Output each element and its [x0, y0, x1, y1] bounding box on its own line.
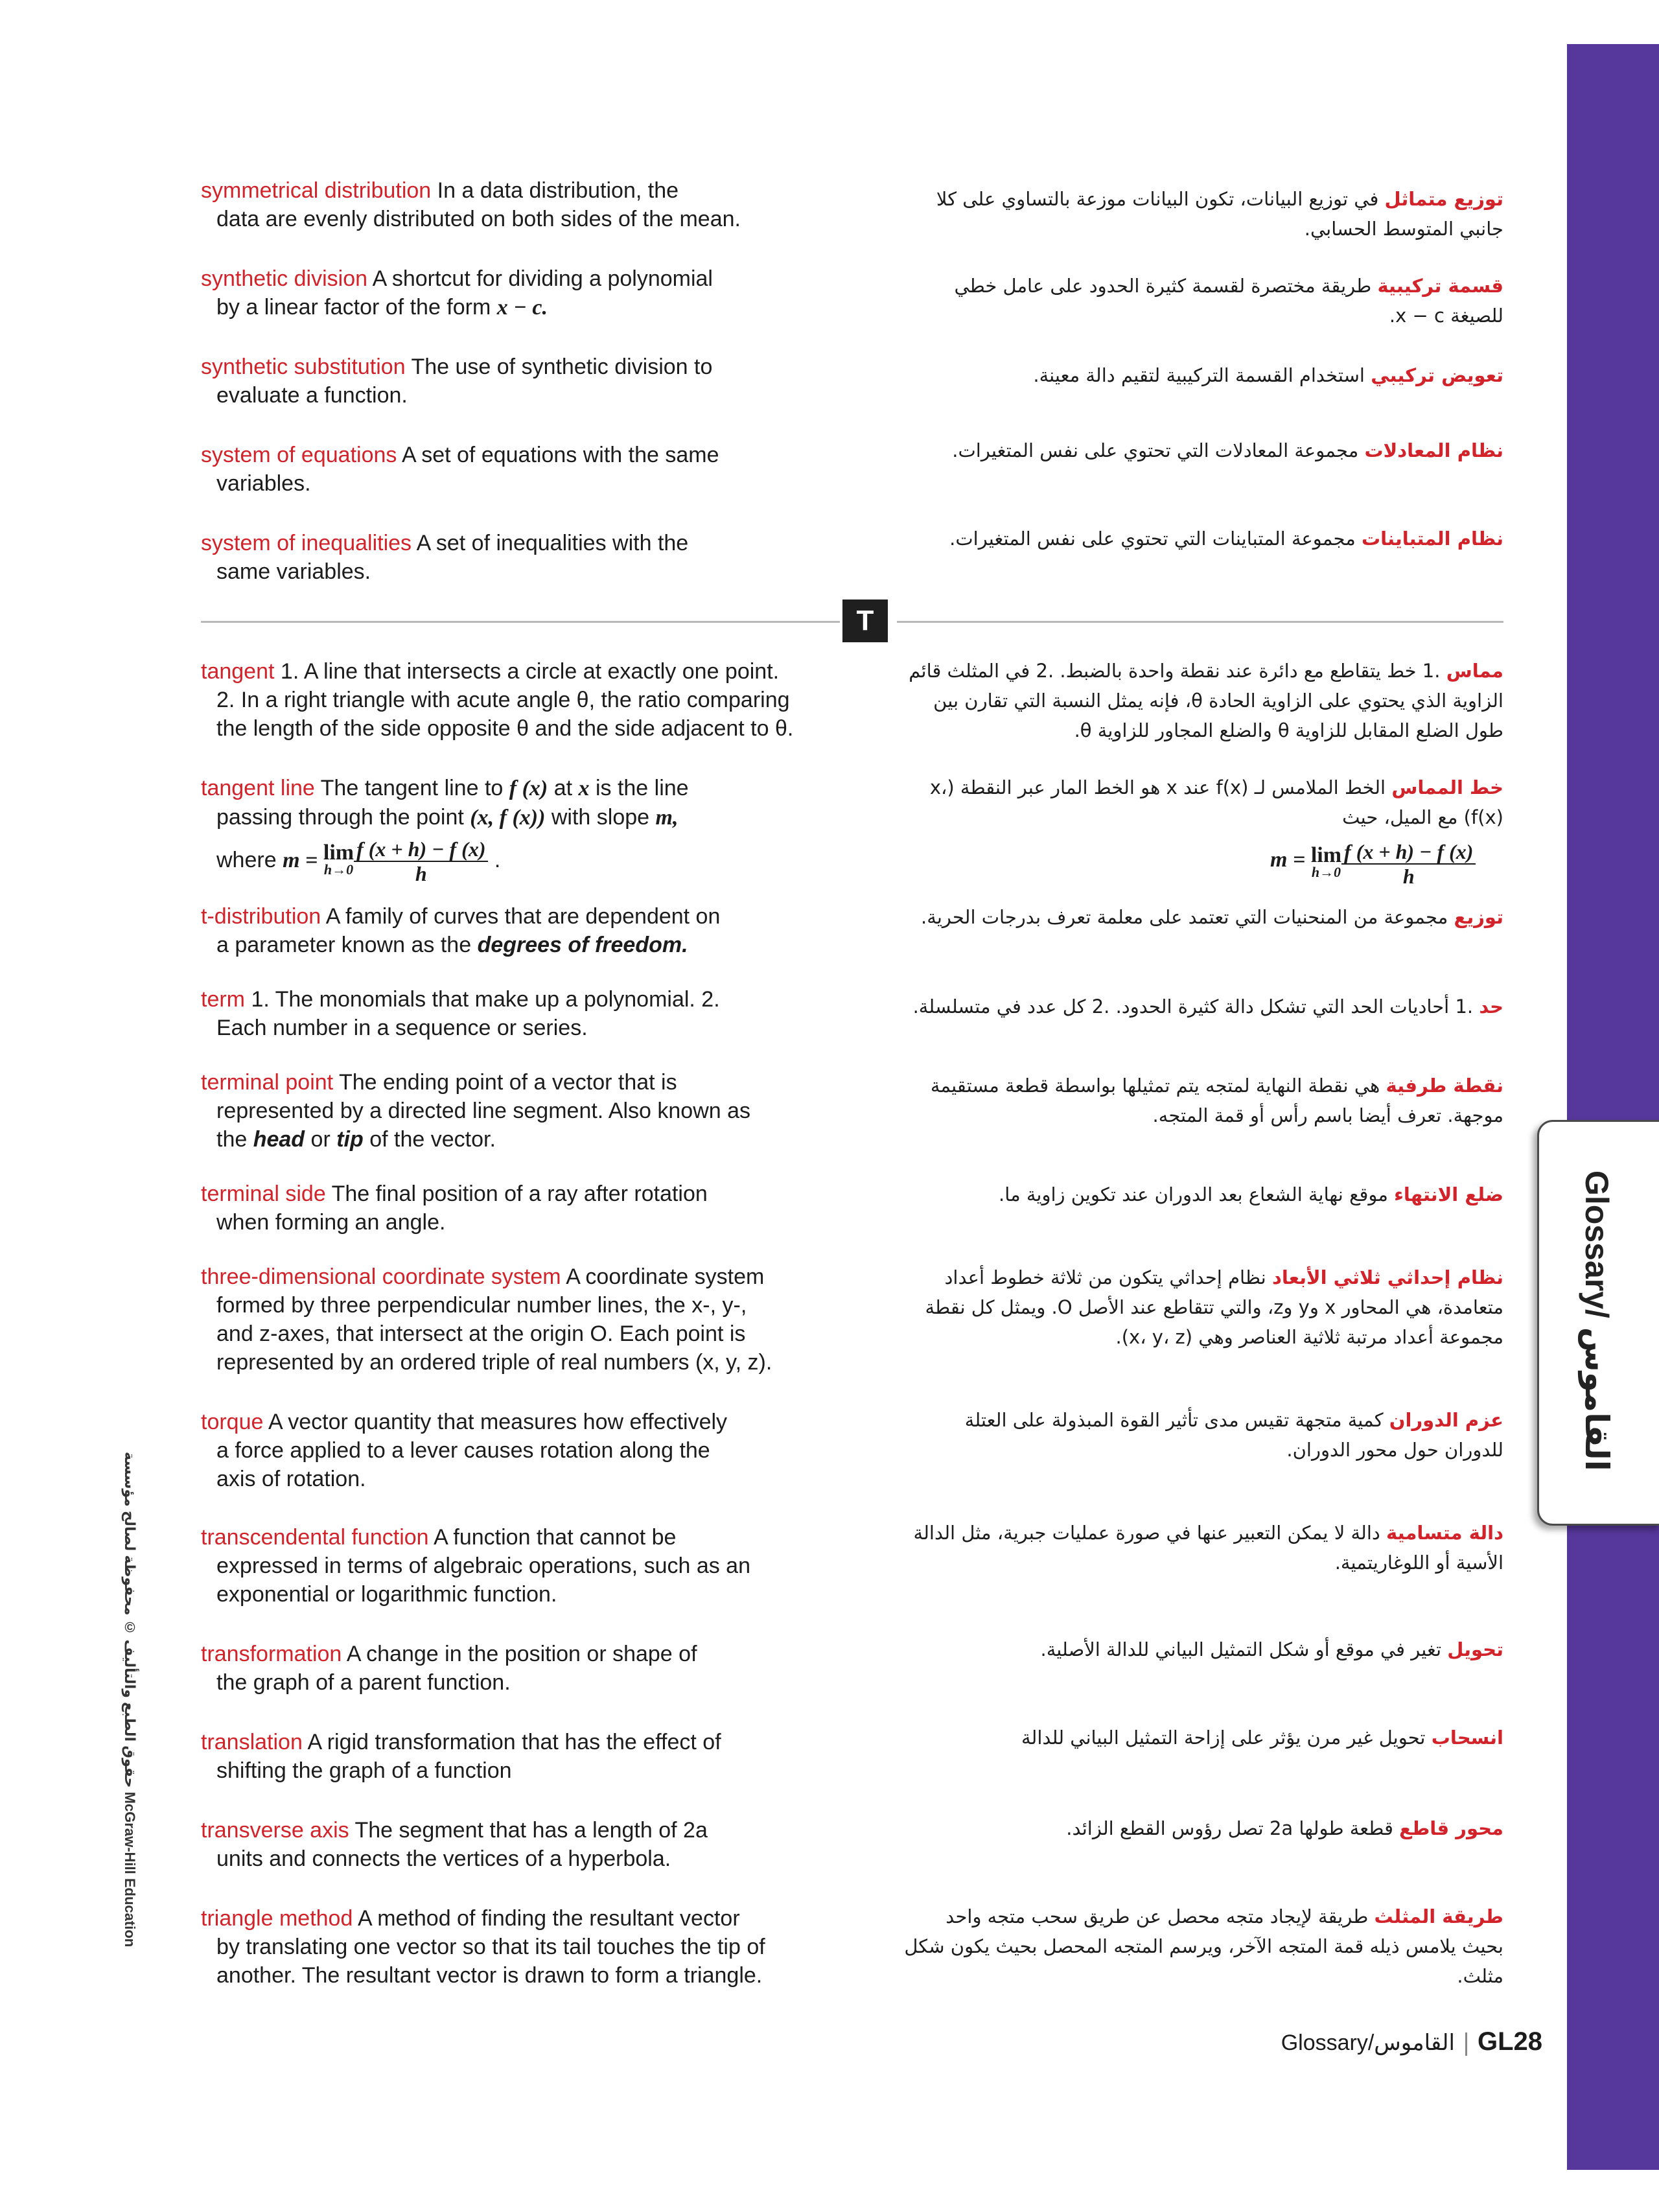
entry-term-en	[201, 985, 830, 1042]
section-divider-left	[201, 621, 840, 623]
term-en: synthetic division	[201, 266, 368, 291]
entry-terminal-side-ar	[901, 1180, 1503, 1209]
difference-quotient	[1341, 840, 1476, 888]
definition-en: The tangent line to	[320, 776, 504, 800]
limit-subscript: h→0	[1311, 864, 1341, 880]
emphasized-term: degrees of freedom.	[477, 933, 688, 957]
entry-terminal-point-ar	[901, 1071, 1503, 1130]
definition-ar: مجموعة من المنحنيات التي تعتمد على معلمة تعرف بدرجات الحرية.	[921, 906, 1448, 928]
term-ar: خط المماس	[1391, 776, 1503, 798]
entry-symmetrical-distribution-en	[201, 176, 830, 233]
term-en: torque	[201, 1410, 264, 1434]
definition-en: A method of finding the resultant vector	[357, 1906, 740, 1931]
side-tab-label: Glossary/ القاموس	[1579, 1170, 1615, 1471]
definition-ar: هي نقطة النهاية لمتجه يتم تمثيلها بواسطة قطعة مستقيمة موجهة. تعرف أيضا باسم رأس أو قمة المتجه.	[930, 1075, 1503, 1126]
term-ar: عزم الدوران	[1389, 1409, 1503, 1431]
math-expression: m,	[655, 806, 679, 830]
side-color-band	[1567, 44, 1659, 2170]
entry-transverse-axis-ar	[901, 1813, 1503, 1843]
term-en: system of equations	[201, 443, 397, 467]
entry-translation-en	[201, 1728, 830, 1785]
definition-en-cont: represented by an ordered triple of real numbers (x, y, z).	[216, 1350, 772, 1375]
entry-tangent-line-en	[201, 774, 830, 885]
definition-en-cont: a force applied to a lever causes rotation along the	[216, 1438, 710, 1463]
entry-triangle-method-en	[201, 1904, 830, 1990]
term-ar: تعويض تركيبي	[1371, 364, 1503, 386]
term-ar: تحويل	[1447, 1638, 1503, 1660]
math-expression: m =	[283, 848, 323, 872]
term-en: translation	[201, 1730, 303, 1754]
definition-en: The final position of a ray after rotation	[331, 1182, 708, 1206]
definition-ar: في توزيع البيانات، تكون البيانات موزعة بالتساوي على كلا جانبي المتوسط الحسابي.	[936, 188, 1503, 240]
limit-label: lim	[323, 841, 354, 865]
entry-tangent-en	[201, 657, 830, 743]
entry-synthetic-substitution-ar	[901, 360, 1503, 390]
where-label: where	[216, 847, 277, 872]
section-divider-right	[897, 621, 1503, 623]
definition-en-cont: exponential or logarithmic function.	[216, 1582, 557, 1607]
definition-ar: دالة لا يمكن التعبير عنها في صورة عمليات جبرية، مثل الدالة الأسية أو اللوغاريتمية.	[913, 1522, 1503, 1574]
side-tab-label-box	[1537, 1120, 1659, 1522]
fraction-denominator: h	[1402, 865, 1415, 888]
term-en: terminal point	[201, 1070, 334, 1095]
term-ar: نظام المتباينات	[1362, 528, 1503, 550]
definition-ar: تحويل غير مرن يؤثر على إزاحة التمثيل البياني للدالة	[1021, 1727, 1426, 1749]
definition-en-cont: expressed in terms of algebraic operations, such as an	[216, 1554, 751, 1578]
math-expression: x − c.	[496, 296, 548, 320]
term-en: term	[201, 987, 245, 1012]
term-ar: توزيع متماثل	[1384, 188, 1503, 210]
entry-transcendental-function-ar	[901, 1518, 1503, 1578]
term-en: transcendental function	[201, 1525, 429, 1550]
term-ar: دالة متسامية	[1386, 1522, 1503, 1544]
term-en: terminal side	[201, 1182, 326, 1206]
term-ar: نظام المعادلات	[1364, 439, 1503, 461]
emphasized-term: head	[253, 1127, 305, 1152]
definition-ar: مجموعة المعادلات التي تحتوي على نفس المتغيرات.	[952, 439, 1359, 461]
definition-en-cont: or	[310, 1127, 331, 1152]
definition-en-cont: the graph of a parent function.	[216, 1670, 511, 1695]
definition-en-cont: by a linear factor of the form	[216, 295, 491, 320]
definition-ar: كمية متجهة تقيس مدى تأثير القوة المبذولة على العتلة للدوران حول محور الدوران.	[964, 1409, 1503, 1461]
entry-system-of-inequalities-ar	[901, 524, 1503, 553]
term-ar: توزيع	[1454, 906, 1503, 928]
definition-en-cont: and z-axes, that intersect at the origin O. Each point is	[216, 1321, 746, 1346]
emphasized-term: tip	[336, 1127, 364, 1152]
entry-t-distribution-ar	[901, 902, 1503, 932]
definition-en: The use of synthetic division to	[411, 355, 713, 379]
entry-transformation-en	[201, 1640, 830, 1697]
entry-tangent-ar	[901, 656, 1503, 745]
term-en: three-dimensional coordinate system	[201, 1264, 561, 1289]
definition-en-cont: by translating one vector so that its tail touches the tip of	[216, 1935, 765, 1959]
entry-transverse-axis-en	[201, 1816, 830, 1873]
math-expression: m =	[1270, 848, 1311, 872]
definition-en-cont: when forming an angle.	[216, 1210, 446, 1235]
definition-en-cont: Each number in a sequence or series.	[216, 1016, 588, 1040]
definition-en-cont: the	[216, 1127, 248, 1152]
definition-ar: نظام إحداثي يتكون من ثلاثة خطوط أعداد متعامدة، هي المحاور x وy وz، والتي تتقاطع عند الأصل O. ويمثل كل نقطة مجموعة أعداد مرتبة ثلاثية العناصر وهي (x، y، z).	[925, 1266, 1503, 1348]
definition-en-cont: axis of rotation.	[216, 1467, 366, 1491]
term-ar: انسحاب	[1431, 1727, 1503, 1749]
definition-en: A set of equations with the same	[401, 443, 719, 467]
definition-en: A function that cannot be	[434, 1525, 677, 1550]
definition-en: is the line	[595, 776, 689, 800]
entry-system-of-equations-en	[201, 441, 830, 498]
entry-t-distribution-en	[201, 902, 830, 959]
definition-en-cont: same variables.	[216, 559, 371, 584]
entry-three-dimensional-coordinate-system-ar	[901, 1263, 1503, 1352]
definition-en-cont: units and connects the vertices of a hyperbola.	[216, 1846, 671, 1871]
definition-en: A family of curves that are dependent on	[325, 904, 721, 929]
term-en: synthetic substitution	[201, 355, 406, 379]
definition-en: A coordinate system	[566, 1264, 765, 1289]
definition-en-cont: variables.	[216, 471, 311, 496]
term-en: tangent	[201, 659, 275, 684]
definition-en-cont: data are evenly distributed on both sides of the mean.	[216, 207, 741, 231]
definition-en-cont: represented by a directed line segment. Also known as	[216, 1099, 751, 1123]
definition-ar: .1 خط يتقاطع مع دائرة عند نقطة واحدة بالضبط. .2 في المثلث قائم الزاوية الذي يحتوي على الزاوية الحادة θ، فإنه يمثل النسبة التي تقارن بين طول الضلع المقابل للزاوية θ والضلع المجاور للزاوية θ.	[909, 660, 1503, 741]
definition-ar: مجموعة المتباينات التي تحتوي على نفس المتغيرات.	[949, 528, 1356, 550]
fraction-numerator: f (x + h) − f (x)	[354, 837, 488, 862]
term-en: transformation	[201, 1642, 342, 1666]
math-expression: x	[578, 776, 590, 800]
definition-en: 1. A line that intersects a circle at exactly one point.	[280, 659, 780, 684]
definition-en-cont: formed by three perpendicular number lines, the x-, y-,	[216, 1293, 747, 1318]
limit-subscript: h→0	[323, 861, 354, 878]
page-footer	[1231, 2022, 1542, 2061]
definition-en: 1. The monomials that make up a polynomial. 2.	[251, 987, 720, 1012]
definition-en-cont: another. The resultant vector is drawn to form a triangle.	[216, 1963, 763, 1988]
entry-triangle-method-ar	[901, 1902, 1503, 1991]
definition-en-cont: 2. In a right triangle with acute angle θ, the ratio comparing	[216, 688, 790, 712]
term-en: tangent line	[201, 776, 315, 800]
entry-torque-en	[201, 1408, 830, 1493]
difference-quotient	[354, 837, 488, 885]
page-number: GL28	[1477, 2027, 1542, 2056]
math-expression: f (x)	[509, 776, 548, 800]
period: .	[494, 847, 501, 872]
definition-ar: تغير في موقع أو شكل التمثيل البياني للدالة الأصلية.	[1040, 1638, 1442, 1660]
definition-en: The segment that has a length of 2a	[354, 1818, 708, 1843]
fraction-denominator: h	[415, 862, 427, 885]
entry-transformation-ar	[901, 1635, 1503, 1664]
term-en: t-distribution	[201, 904, 321, 929]
definition-en-cont: shifting the graph of a function	[216, 1758, 512, 1783]
fraction-numerator: f (x + h) − f (x)	[1341, 840, 1476, 865]
term-ar: قسمة تركيبية	[1377, 275, 1503, 297]
definition-ar: طريقة لإيجاد متجه محصل عن طريق سحب متجه واحد بحيث يلامس ذيله قمة المتجه الآخر، ويرسم المتجه المحصل بحيث يكون شكل مثلث.	[904, 1905, 1503, 1987]
entry-system-of-equations-ar	[901, 436, 1503, 465]
definition-ar: طريقة مختصرة لقسمة كثيرة الحدود على عامل خطي للصيغة x − c.	[954, 275, 1503, 327]
definition-en-cont: with slope	[551, 805, 650, 830]
definition-en: A vector quantity that measures how effectively	[268, 1410, 728, 1434]
entry-synthetic-division-ar	[901, 271, 1503, 331]
entry-symmetrical-distribution-ar	[901, 184, 1503, 244]
definition-en: at	[553, 776, 573, 800]
term-ar: نظام إحداثي ثلاثي الأبعاد	[1271, 1266, 1503, 1288]
entry-three-dimensional-coordinate-system-en	[201, 1263, 830, 1377]
footer-separator	[1465, 2032, 1467, 2056]
definition-en-cont: evaluate a function.	[216, 383, 408, 408]
term-ar: مماس	[1446, 660, 1503, 682]
definition-en: The ending point of a vector that is	[338, 1070, 677, 1095]
limit-formula-ar	[1270, 840, 1503, 888]
term-ar: نقطة طرفية	[1386, 1075, 1503, 1097]
math-expression: (x, f (x))	[470, 806, 546, 830]
definition-ar: قطعة طولها 2a تصل رؤوس القطع الزائد.	[1066, 1817, 1393, 1839]
term-en: transverse axis	[201, 1818, 349, 1843]
entry-translation-ar	[901, 1723, 1503, 1752]
definition-en: A shortcut for dividing a polynomial	[372, 266, 713, 291]
entry-synthetic-division-en	[201, 264, 830, 322]
definition-en: A set of inequalities with the	[416, 531, 689, 555]
limit-operator	[323, 841, 354, 878]
limit-formula-en	[201, 837, 830, 885]
footer-label: Glossary/القاموس	[1281, 2031, 1455, 2055]
definition-en: A change in the position or shape of	[346, 1642, 697, 1666]
term-en: symmetrical distribution	[201, 178, 432, 203]
entry-terminal-side-en	[201, 1180, 830, 1237]
definition-ar: استخدام القسمة التركيبية لتقيم دالة معينة.	[1033, 364, 1365, 386]
definition-ar: .1 أحاديات الحد التي تشكل دالة كثيرة الحدود. .2 كل عدد في متسلسلة.	[912, 995, 1474, 1018]
entry-synthetic-substitution-en	[201, 353, 830, 410]
entry-system-of-inequalities-en	[201, 529, 830, 586]
entry-terminal-point-en	[201, 1068, 830, 1154]
term-ar: طريقة المثلث	[1374, 1905, 1503, 1927]
term-en: system of inequalities	[201, 531, 412, 555]
term-ar: ضلع الانتهاء	[1394, 1183, 1503, 1205]
entry-term-ar	[901, 992, 1503, 1021]
term-en: triangle method	[201, 1906, 353, 1931]
entry-transcendental-function-en	[201, 1523, 830, 1609]
section-letter: T	[842, 600, 888, 642]
limit-label: lim	[1310, 843, 1342, 867]
definition-en-cont: passing through the point	[216, 805, 464, 830]
entry-tangent-line-ar	[901, 773, 1503, 832]
term-ar: حد	[1479, 995, 1503, 1018]
copyright-notice: حقوق الطبع والتأليف © محفوظة لصالح مؤسسة McGraw-Hill Education	[122, 1452, 138, 1948]
entry-torque-ar	[901, 1405, 1503, 1465]
definition-en-cont: the length of the side opposite θ and the side adjacent to θ.	[216, 716, 794, 741]
copyright-box	[117, 1452, 143, 2009]
limit-operator	[1310, 843, 1342, 881]
definition-en: In a data distribution, the	[437, 178, 679, 203]
definition-ar: موقع نهاية الشعاع بعد الدوران عند تكوين زاوية ما.	[999, 1183, 1388, 1205]
definition-ar: الخط الملامس لـ f(x) عند x هو الخط المار عبر النقطة (x، f(x)) مع الميل، حيث	[929, 776, 1503, 828]
definition-en-cont: a parameter known as the	[216, 933, 472, 957]
definition-en-cont: of the vector.	[369, 1127, 496, 1152]
definition-en: A rigid transformation that has the effect of	[307, 1730, 721, 1754]
term-ar: محور قاطع	[1399, 1817, 1503, 1839]
